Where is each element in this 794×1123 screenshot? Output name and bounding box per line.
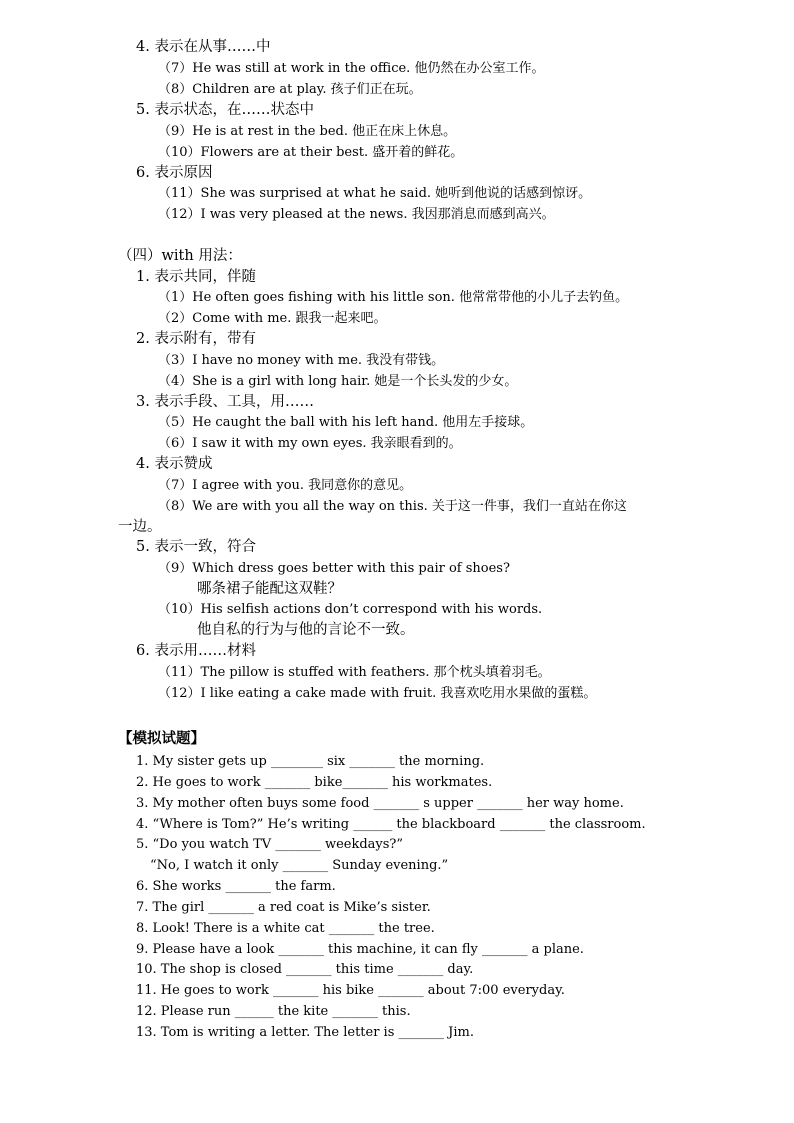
example-line: （12）I like eating a cake made with fruit. 我喜欢吃用水果做的蛋糕。 xyxy=(158,686,597,701)
question-line: 2. He goes to work _______ bike_______ his workmates. xyxy=(136,775,493,790)
example-line: （11）She was surprised at what he said. 她听到他说的话感到惊讶。 xyxy=(158,186,592,201)
example-line: （11）The pillow is stuffed with feathers. 那个枕头填着羽毛。 xyxy=(158,665,551,680)
question-line-continued: “No, I watch it only _______ Sunday evening.” xyxy=(150,858,449,873)
question-line: 6. She works _______ the farm. xyxy=(136,879,336,894)
example-line: （10）His selfish actions don’t correspond with his words. xyxy=(158,602,543,617)
heading-4-engaged: 4. 表示在从事……中 xyxy=(136,39,271,55)
question-line: 7. The girl _______ a red coat is Mike’s sister. xyxy=(136,900,431,915)
question-line: 1. My sister gets up ________ six _______ the morning. xyxy=(136,754,485,769)
question-line: 9. Please have a look _______ this machine, it can fly _______ a plane. xyxy=(136,942,584,957)
example-line: （4）She is a girl with long hair. 她是一个长头发的少女。 xyxy=(158,374,518,389)
question-line: 11. He goes to work _______ his bike _______ about 7:00 everyday. xyxy=(136,983,565,998)
heading-1-accompany: 1. 表示共同，伴随 xyxy=(136,269,256,285)
heading-5-match: 5. 表示一致，符合 xyxy=(136,539,256,555)
example-line: （8）We are with you all the way on this. 关于这一件事，我们一直站在你这 xyxy=(158,499,627,514)
question-line: 8. Look! There is a white cat _______ the tree. xyxy=(136,921,435,936)
example-line: （1）He often goes fishing with his little son. 他常常带他的小儿子去钓鱼。 xyxy=(158,290,629,305)
section-title-with: （四）with 用法： xyxy=(118,248,242,264)
question-line: 4. “Where is Tom?” He’s writing ______ the blackboard _______ the classroom. xyxy=(136,817,646,832)
example-line: （2）Come with me. 跟我一起来吧。 xyxy=(158,311,387,326)
section-title-mock-test: 【模拟试题】 xyxy=(118,730,205,747)
example-line: （10）Flowers are at their best. 盛开着的鲜花。 xyxy=(158,145,464,160)
heading-4-agree: 4. 表示赞成 xyxy=(136,456,213,472)
example-line-continued: 一边。 xyxy=(118,519,162,535)
question-line: 3. My mother often buys some food _______ s upper _______ her way home. xyxy=(136,796,624,811)
example-line: （9）He is at rest in the bed. 他正在床上休息。 xyxy=(158,124,457,139)
example-translation: 他自私的行为与他的言论不一致。 xyxy=(197,622,415,638)
example-line: （7）He was still at work in the office. 他仍然在办公室工作。 xyxy=(158,61,545,76)
example-line: （9）Which dress goes better with this pair of shoes? xyxy=(158,561,510,576)
example-line: （8）Children are at play. 孩子们正在玩。 xyxy=(158,82,422,97)
heading-6-material: 6. 表示用……材料 xyxy=(136,643,256,659)
example-line: （6）I saw it with my own eyes. 我亲眼看到的。 xyxy=(158,436,462,451)
example-line: （3）I have no money with me. 我没有带钱。 xyxy=(158,353,445,368)
heading-5-state: 5. 表示状态，在……状态中 xyxy=(136,102,314,118)
example-line: （7）I agree with you. 我同意你的意见。 xyxy=(158,478,413,493)
question-line: 5. “Do you watch TV _______ weekdays?” xyxy=(136,837,404,852)
heading-6-reason: 6. 表示原因 xyxy=(136,165,213,181)
example-line: （12）I was very pleased at the news. 我因那消息而感到高兴。 xyxy=(158,207,555,222)
question-line: 13. Tom is writing a letter. The letter is _______ Jim. xyxy=(136,1025,474,1040)
heading-3-means: 3. 表示手段、工具，用…… xyxy=(136,394,314,410)
example-line: （5）He caught the ball with his left hand. 他用左手接球。 xyxy=(158,415,534,430)
question-line: 12. Please run ______ the kite _______ this. xyxy=(136,1004,411,1019)
example-translation: 哪条裙子能配这双鞋？ xyxy=(197,581,342,597)
question-line: 10. The shop is closed _______ this time _______ day. xyxy=(136,962,474,977)
heading-2-attached: 2. 表示附有，带有 xyxy=(136,331,256,347)
